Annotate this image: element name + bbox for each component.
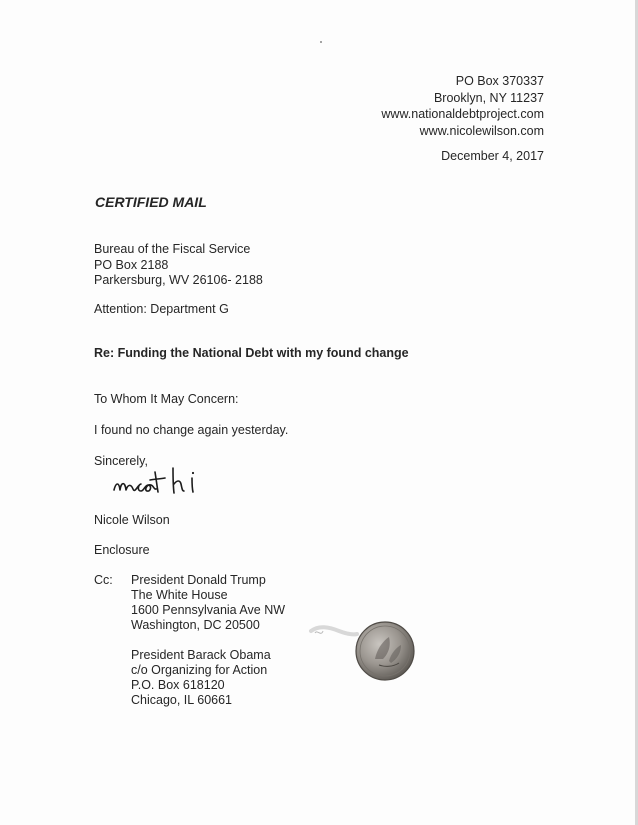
recipient-city: Parkersburg, WV 26106- 2188: [94, 273, 263, 287]
sender-po-box: PO Box 370337: [455, 74, 544, 88]
cc-recipient-2: [131, 648, 271, 708]
letter-body: I found no change again yesterday.: [94, 423, 289, 437]
recipient-name: Bureau of the Fiscal Service: [94, 242, 251, 256]
cc-line: President Barack Obama: [131, 648, 271, 662]
cc-line: P.O. Box 618120: [131, 678, 225, 692]
certified-mail-heading: CERTIFIED MAIL: [95, 194, 207, 210]
closing: Sincerely,: [94, 454, 148, 468]
recipient-address-block: [94, 242, 263, 289]
cc-line: c/o Organizing for Action: [131, 663, 268, 677]
recipient-po-box: PO Box 2188: [94, 257, 169, 272]
signature-image: [110, 460, 260, 500]
paper-speck: [320, 41, 322, 43]
salutation: To Whom It May Concern:: [94, 392, 239, 406]
coin-image: [305, 615, 425, 685]
cc-recipient-1: [131, 573, 285, 633]
enclosure-note: Enclosure: [94, 543, 150, 557]
sender-website-1: www.nationaldebtproject.com: [381, 107, 544, 121]
signer-name: Nicole Wilson: [94, 513, 170, 527]
subject-line: Re: Funding the National Debt with my found change: [94, 346, 409, 360]
attention-line: Attention: Department G: [94, 302, 229, 316]
cc-line: President Donald Trump: [131, 573, 266, 587]
sender-address-block: [381, 73, 544, 139]
sender-city: Brooklyn, NY 11237: [433, 90, 544, 105]
cc-line: The White House: [131, 588, 228, 602]
cc-line: Washington, DC 20500: [131, 618, 260, 632]
letter-date: December 4, 2017: [441, 149, 544, 163]
sender-website-2: www.nicolewilson.com: [419, 123, 544, 138]
cc-line: 1600 Pennsylvania Ave NW: [131, 603, 286, 617]
cc-line: Chicago, IL 60661: [131, 693, 233, 707]
cc-label: Cc:: [94, 573, 113, 587]
